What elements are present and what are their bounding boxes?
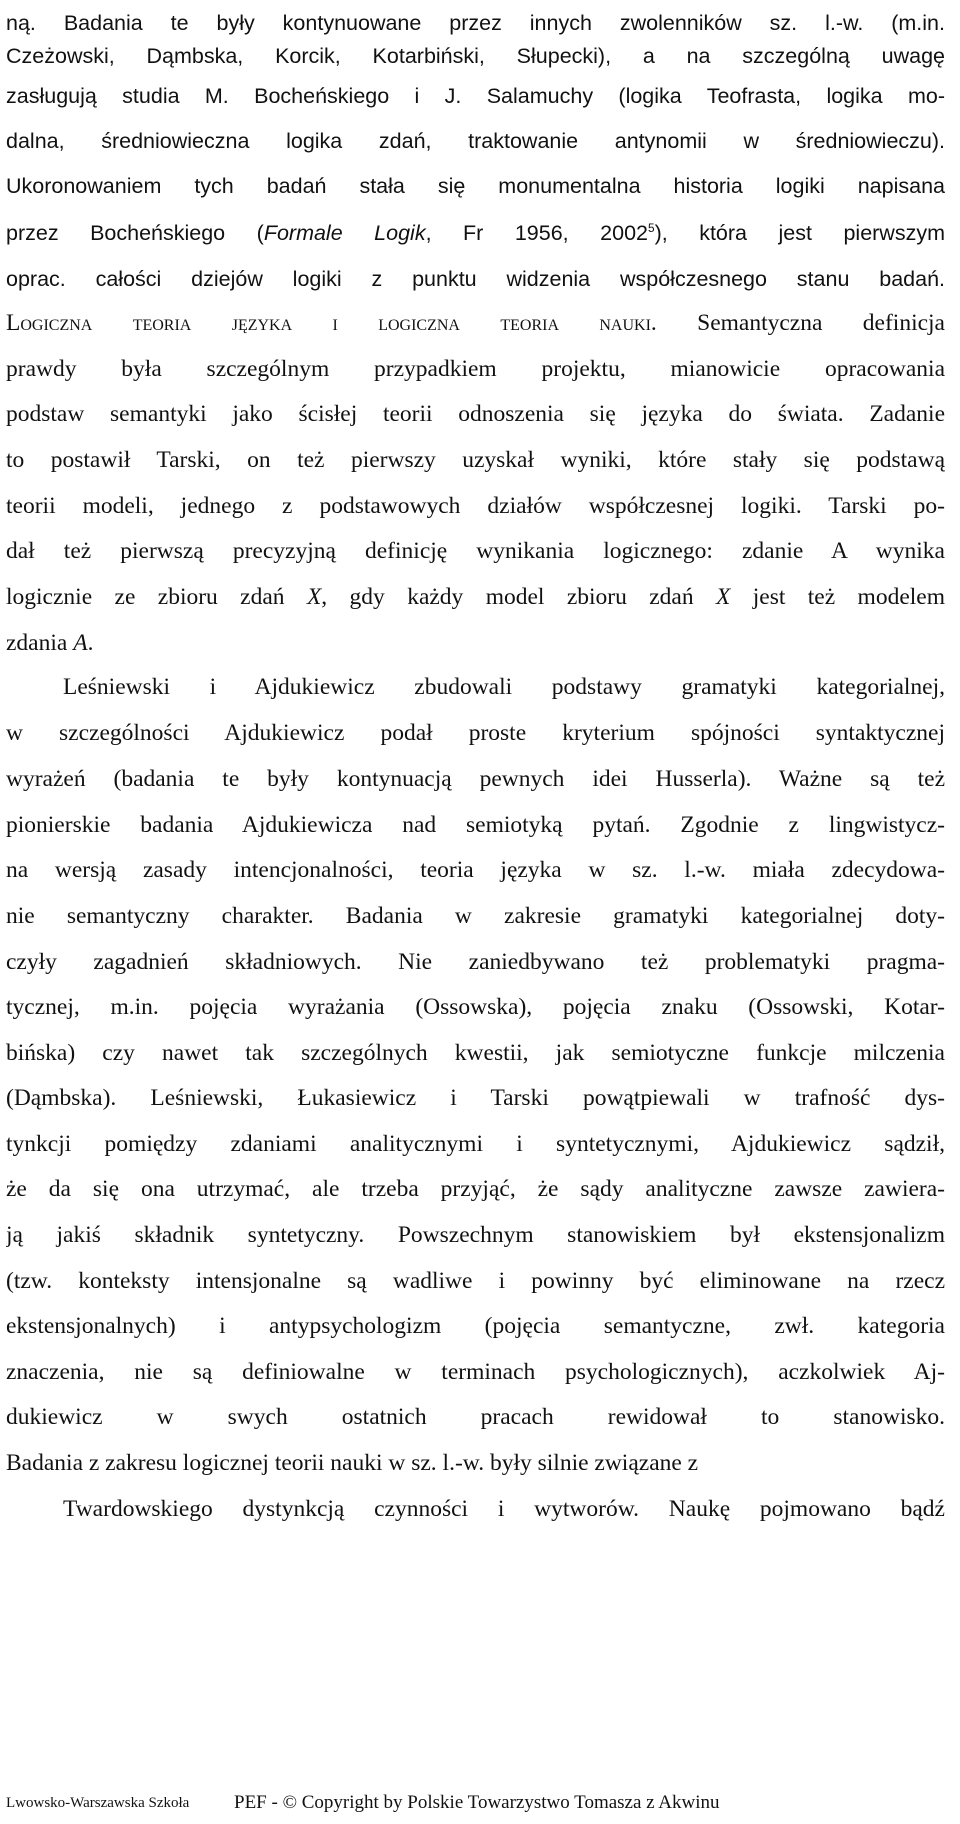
text-line: wyrażeń (badania te były kontynuacją pewnych idei Husserla). Ważne są też: [6, 766, 945, 792]
text-fragment: , Fr 1956, 2002: [425, 221, 648, 245]
text-line: ją jakiś składnik syntetyczny. Powszechnym stanowiskiem był ekstensjonalizm: [6, 1222, 945, 1248]
text-line: tycznej, m.in. pojęcia wyrażania (Ossowska), pojęcia znaku (Ossowski, Kotar-: [6, 994, 945, 1020]
text-fragment: Semantyczna definicja: [656, 310, 945, 336]
text-fragment: zdania: [6, 630, 74, 656]
text-line: dukiewicz w swych ostatnich pracach rewidował to stanowisko.: [6, 1404, 945, 1430]
text-line-paragraph-start: Leśniewski i Ajdukiewicz zbudowali podstawy gramatyki kategorialnej,: [63, 674, 945, 700]
text-line: tynkcji pomiędzy zdaniami analitycznymi i syntetycznymi, Ajdukiewicz sądził,: [6, 1131, 945, 1157]
variable-x: X: [306, 584, 322, 610]
text-line: podstaw semantyki jako ścisłej teorii odnoszenia się języka do świata. Zadanie: [6, 401, 945, 427]
text-line: [6, 1531, 945, 1577]
text-line-variables: [6, 574, 945, 620]
text-line: bińska) czy nawet tak szczególnych kwestii, jak semiotyczne funkcje milczenia: [6, 1040, 945, 1066]
text-line-last: [6, 620, 945, 666]
book-title: Formale Logik: [263, 221, 426, 245]
footer-school-name: Lwowsko-Warszawska Szkoła: [6, 1795, 190, 1811]
text-line: teorii modeli, jednego z podstawowych działów współczesnej logiki. Tarski po-: [6, 493, 945, 519]
text-line: to postawił Tarski, on też pierwszy uzyskał wyniki, które stały się podstawą: [6, 447, 945, 473]
text-line: oprac. całości dziejów logiki z punktu widzenia współczesnego stanu badań.: [6, 267, 945, 291]
text-line: Ukoronowaniem tych badań stała się monumentalna historia logiki napisana: [6, 174, 945, 198]
text-line: (Dąmbska). Leśniewski, Łukasiewicz i Tarski powątpiewali w trafność dys-: [6, 1085, 945, 1111]
text-line: że da się ona utrzymać, ale trzeba przyjąć, że sądy analityczne zawsze zawiera-: [6, 1176, 945, 1202]
text-line: dalna, średniowieczna logika zdań, traktowanie antynomii w średniowieczu).: [6, 129, 945, 153]
text-line: w szczególności Ajdukiewicz podał proste kryterium spójności syntaktycznej: [6, 720, 945, 746]
variable-a: A: [73, 630, 88, 656]
text-line: Czeżowski, Dąmbska, Korcik, Kotarbiński, Słupecki), a na szczególną uwagę: [6, 44, 945, 68]
text-line: ną. Badania te były kontynuowane przez innych zwolenników sz. l.-w. (m.in.: [6, 11, 945, 35]
text-line: nie semantyczny charakter. Badania w zakresie gramatyki kategorialnej doty-: [6, 903, 945, 929]
page-footer: [6, 1788, 945, 1818]
text-fragment: przez Bocheńskiego (: [6, 221, 264, 245]
text-line: ekstensjonalnych) i antypsychologizm (pojęcia semantyczne, zwł. kategoria: [6, 1313, 945, 1339]
text-fragment: jest też modelem: [730, 584, 945, 610]
footer-copyright: PEF - © Copyright by Polskie Towarzystwo Tomasza z Akwinu: [234, 1792, 720, 1813]
text-line: zasługują studia M. Bocheńskiego i J. Salamuchy (logika Teofrasta, logika mo-: [6, 84, 945, 108]
variable-x: X: [716, 584, 731, 610]
text-line-section-heading: [6, 300, 945, 346]
section-heading: Logiczna teoria języka i logiczna teoria nauki.: [6, 310, 657, 336]
text-line: dał też pierwszą precyzyjną definicję wynikania logicznego: zdanie A wynika: [6, 538, 945, 564]
text-fragment: logicznie ze zbioru zdań: [6, 584, 307, 610]
edition-superscript: 5: [647, 220, 655, 235]
text-line-formale-logik: [6, 210, 945, 256]
text-line: czyły zagadnień składniowych. Nie zaniedbywano też problematyki pragma-: [6, 949, 945, 975]
text-line: prawdy była szczególnym przypadkiem projektu, mianowicie opracowania: [6, 356, 945, 382]
text-line: pionierskie badania Ajdukiewicza nad semiotyką pytań. Zgodnie z lingwistycz-: [6, 812, 945, 838]
text-fragment: ), która jest pierwszym: [654, 221, 945, 245]
text-line: znaczenia, nie są definiowalne w terminach psychologicznych), aczkolwiek Aj-: [6, 1359, 945, 1385]
text-line-paragraph-start: Twardowskiego dystynkcją czynności i wytworów. Naukę pojmowano bądź: [63, 1496, 945, 1522]
text-fragment: .: [87, 630, 94, 656]
text-fragment: , gdy każdy model zbioru zdań: [321, 584, 716, 610]
text-line: (tzw. konteksty intensjonalne są wadliwe i powinny być eliminowane na rzecz: [6, 1268, 945, 1294]
text-line: na wersją zasady intencjonalności, teoria języka w sz. l.-w. miała zdecydowa-: [6, 857, 945, 883]
text-line-last: Badania z zakresu logicznej teorii nauki w sz. l.-w. były silnie związane z: [6, 1450, 699, 1476]
